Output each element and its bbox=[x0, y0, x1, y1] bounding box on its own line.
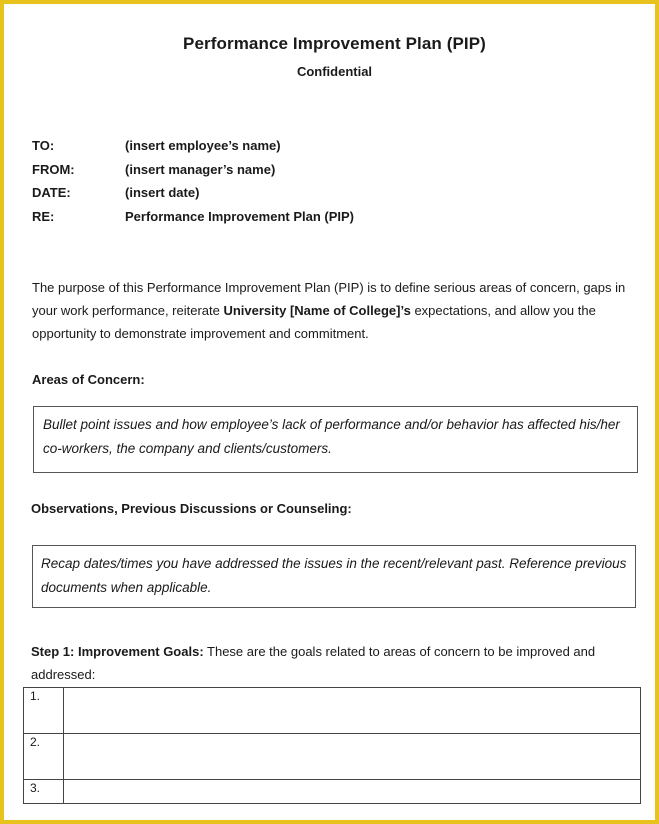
areas-of-concern-heading: Areas of Concern: bbox=[32, 372, 145, 387]
document-title: Performance Improvement Plan (PIP) bbox=[183, 34, 486, 53]
areas-of-concern-box[interactable]: Bullet point issues and how employee’s lack of performance and/or behavior has affected his/her co-workers, the company and clients/customers. bbox=[33, 406, 638, 473]
table-row bbox=[24, 688, 641, 734]
memo-label: RE: bbox=[32, 208, 55, 224]
memo-label: TO: bbox=[32, 138, 55, 153]
confidential-label: Confidential bbox=[296, 64, 373, 79]
memo-label: FROM: bbox=[32, 161, 75, 177]
goals-table bbox=[23, 687, 641, 804]
observations-box[interactable]: Recap dates/times you have addressed the issues in the recent/relevant past. Reference previous documents when applicable. bbox=[32, 545, 636, 608]
table-row bbox=[24, 734, 641, 780]
purpose-institution: University [Name of College]’s bbox=[223, 303, 411, 318]
goal-cell[interactable] bbox=[64, 780, 641, 804]
memo-label: DATE: bbox=[32, 185, 71, 200]
goal-number: 3. bbox=[24, 780, 64, 804]
goal-number: 2. bbox=[24, 734, 64, 780]
memo-value: (insert employee’s name) bbox=[125, 138, 281, 153]
purpose-text-start: The purpose of this Performance Improvement Plan (PIP) is to define serious areas of concern, gaps in your work performance, reiterate bbox=[32, 280, 626, 318]
memo-value: (insert date) bbox=[125, 185, 200, 200]
memo-row-re bbox=[32, 209, 354, 233]
memo-value: (insert manager’s name) bbox=[125, 161, 276, 177]
goal-cell[interactable] bbox=[64, 734, 641, 780]
goal-number: 1. bbox=[24, 688, 64, 734]
observations-heading: Observations, Previous Discussions or Counseling: bbox=[31, 501, 352, 516]
goal-cell[interactable] bbox=[64, 688, 641, 734]
memo-block bbox=[32, 138, 354, 232]
memo-row-from bbox=[32, 162, 354, 186]
memo-value: Performance Improvement Plan (PIP) bbox=[125, 208, 355, 224]
table-row bbox=[24, 780, 641, 804]
memo-row-to bbox=[32, 138, 354, 162]
step1-text: These are the goals related to areas of concern to be improved and addressed: bbox=[31, 644, 596, 682]
purpose-text-end: expectations, and allow you the opportunity to demonstrate improvement and commitment. bbox=[32, 303, 596, 341]
purpose-paragraph bbox=[32, 276, 632, 345]
step1-label: Step 1: Improvement Goals: bbox=[31, 644, 204, 659]
memo-row-date bbox=[32, 185, 354, 209]
step1-paragraph bbox=[31, 640, 636, 686]
document-page bbox=[4, 4, 655, 820]
